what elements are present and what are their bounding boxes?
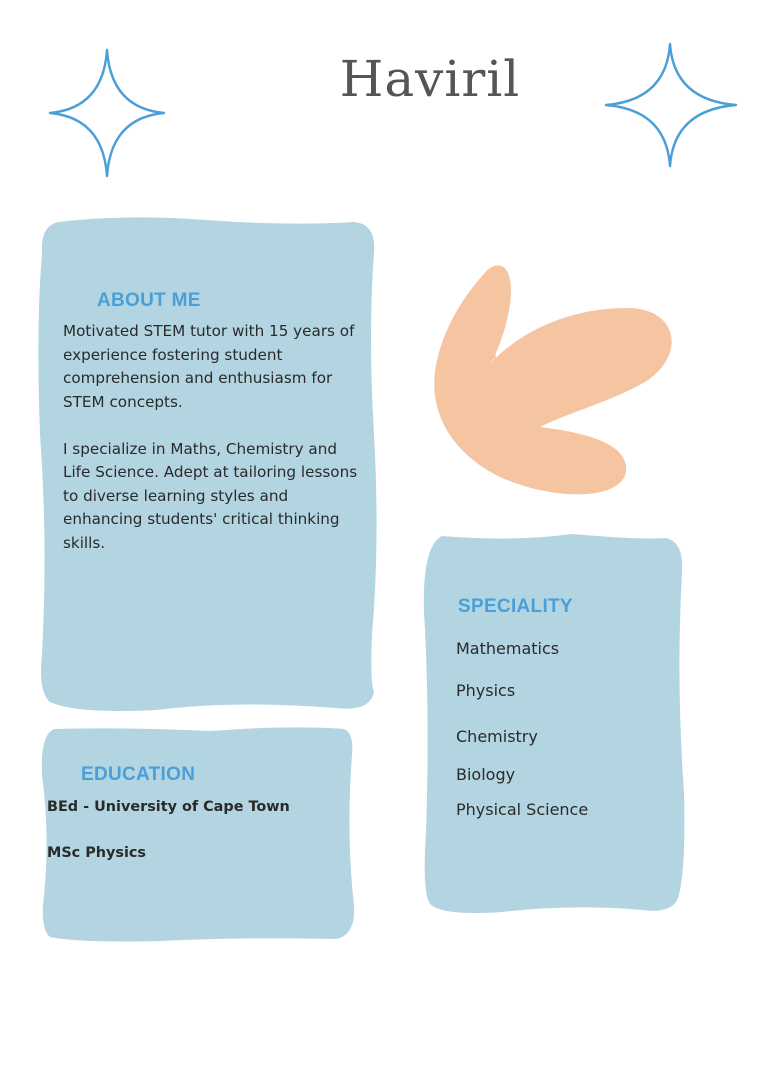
- speciality-item: Physical Science: [456, 800, 589, 819]
- education-item: BEd - University of Cape Town: [47, 799, 290, 815]
- speciality-item: Chemistry: [456, 727, 538, 746]
- about-text: [63, 320, 363, 579]
- education-heading: EDUCATION: [81, 764, 196, 785]
- speciality-panel: [422, 532, 686, 914]
- education-item: MSc Physics: [47, 845, 146, 861]
- education-panel-background: [40, 725, 356, 943]
- page-title: Haviril: [339, 50, 521, 108]
- speciality-item: Physics: [456, 681, 516, 700]
- four-point-star-icon: [48, 48, 166, 178]
- about-paragraph: I specialize in Maths, Chemistry and Life Science. Adept at tailoring lessons to diverse learning styles and enhancing students' critical thinking skills.: [63, 439, 358, 552]
- about-paragraph: Motivated STEM tutor with 15 years of experience fostering student comprehension and enthusiasm for STEM concepts.: [63, 322, 355, 411]
- speciality-panel-background: [422, 532, 686, 914]
- four-point-star-icon: [604, 42, 738, 168]
- about-heading: ABOUT ME: [97, 290, 201, 311]
- speciality-item: Biology: [456, 765, 516, 784]
- speciality-heading: SPECIALITY: [458, 596, 573, 617]
- about-panel: [36, 214, 378, 714]
- leaf-decoration: [430, 262, 680, 500]
- education-panel: [40, 725, 356, 943]
- speciality-item: Mathematics: [456, 639, 560, 658]
